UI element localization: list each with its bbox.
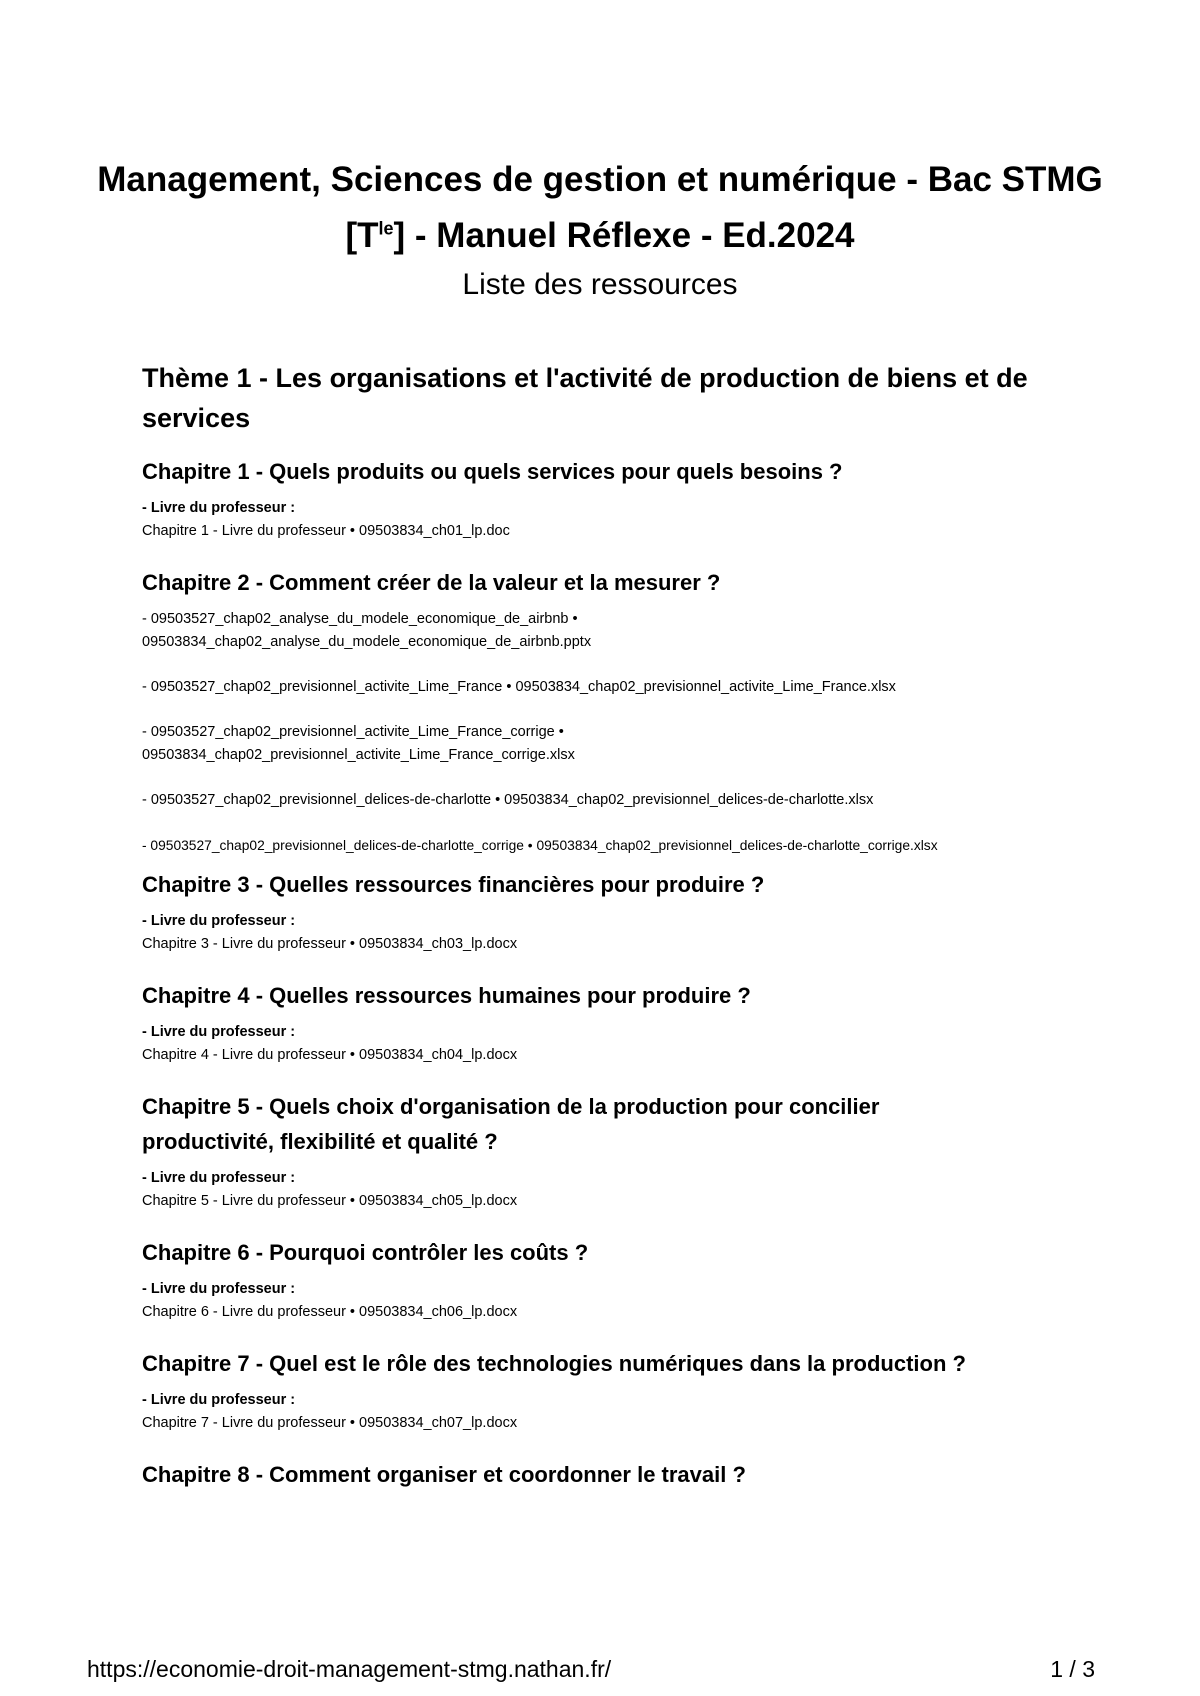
resource-item[interactable] [142,676,1142,699]
chapter-8-heading: Chapitre 8 - Comment organiser et coordonner le travail ? [142,1462,746,1487]
resource-line: 09503834_chap02_analyse_du_modele_economique_de_airbnb.pptx [142,634,592,650]
resource-line: - 09503527_chap02_previsionnel_delices-de-charlotte • 09503834_chap02_previsionnel_delices-de-charlotte.xlsx [142,792,874,808]
resource-line: - 09503527_chap02_previsionnel_activite_Lime_France_corrige • [142,724,564,740]
resource-link[interactable]: Chapitre 1 - Livre du professeur • 09503834_ch01_lp.doc [142,523,510,539]
chapter-7-resources [142,1389,1142,1435]
resource-line: - 09503527_chap02_previsionnel_activite_Lime_France • 09503834_chap02_previsionnel_activite_Lime_France.xlsx [142,679,896,695]
document-subtitle: Liste des ressources [462,268,738,301]
resource-line: - 09503527_chap02_analyse_du_modele_economique_de_airbnb • [142,611,578,627]
document-title-line2-prefix: [T [345,216,379,255]
resource-item[interactable] [142,608,1142,654]
resource-item[interactable] [142,721,1142,767]
teacher-book-label: - Livre du professeur : [142,1170,296,1186]
document-content [142,358,1142,1500]
chapter-6-heading: Chapitre 6 - Pourquoi contrôler les coûts ? [142,1240,589,1265]
chapter-1-resources [142,497,1142,543]
resource-item[interactable] [142,789,1142,812]
resource-link[interactable]: Chapitre 4 - Livre du professeur • 09503834_ch04_lp.docx [142,1047,518,1063]
chapter-5-heading-line2: productivité, flexibilité et qualité ? [142,1129,498,1154]
resource-line: 09503834_chap02_previsionnel_activite_Lime_France_corrige.xlsx [142,747,575,763]
chapter-3-resources [142,910,1142,956]
chapter-2-heading: Chapitre 2 - Comment créer de la valeur et la mesurer ? [142,570,721,595]
resource-item[interactable] [142,834,1142,857]
footer-url[interactable]: https://economie-droit-management-stmg.nathan.fr/ [87,1656,612,1682]
chapter-5-heading-line1: Chapitre 5 - Quels choix d'organisation de la production pour concilier [142,1094,880,1119]
chapter-6-resources [142,1278,1142,1324]
document-title-superscript: le [378,218,394,239]
chapter-4-resources [142,1021,1142,1067]
theme-heading [142,358,1142,438]
teacher-book-label: - Livre du professeur : [142,1281,296,1297]
chapter-3-heading: Chapitre 3 - Quelles ressources financières pour produire ? [142,872,765,897]
chapter-4-heading: Chapitre 4 - Quelles ressources humaines pour produire ? [142,983,751,1008]
resource-link[interactable]: Chapitre 6 - Livre du professeur • 09503834_ch06_lp.docx [142,1304,518,1320]
resource-line: - 09503527_chap02_previsionnel_delices-de-charlotte_corrige • 09503834_chap02_previsionnel_delices-de-charlotte_corrige.xlsx [142,838,938,853]
chapter-1-heading: Chapitre 1 - Quels produits ou quels services pour quels besoins ? [142,459,843,484]
teacher-book-label: - Livre du professeur : [142,1024,296,1040]
chapter-7-heading: Chapitre 7 - Quel est le rôle des technologies numériques dans la production ? [142,1351,966,1376]
resource-link[interactable]: Chapitre 7 - Livre du professeur • 09503834_ch07_lp.docx [142,1415,518,1431]
chapter-5-resources [142,1167,1142,1213]
theme-heading-line2: services [142,403,251,433]
document-title-line2-suffix: ] - Manuel Réflexe - Ed.2024 [393,216,855,255]
document-title-line1: Management, Sciences de gestion et numérique - Bac STMG [97,160,1103,199]
theme-heading-line1: Thème 1 - Les organisations et l'activité de production de biens et de [142,363,1028,393]
teacher-book-label: - Livre du professeur : [142,913,296,929]
chapter-5-heading [142,1089,1142,1159]
resource-link[interactable]: Chapitre 3 - Livre du professeur • 09503834_ch03_lp.docx [142,936,518,952]
resource-link[interactable]: Chapitre 5 - Livre du professeur • 09503834_ch05_lp.docx [142,1193,518,1209]
document-title [60,152,1140,264]
teacher-book-label: - Livre du professeur : [142,500,296,516]
teacher-book-label: - Livre du professeur : [142,1392,296,1408]
footer-page-number: 1 / 3 [1050,1656,1095,1682]
